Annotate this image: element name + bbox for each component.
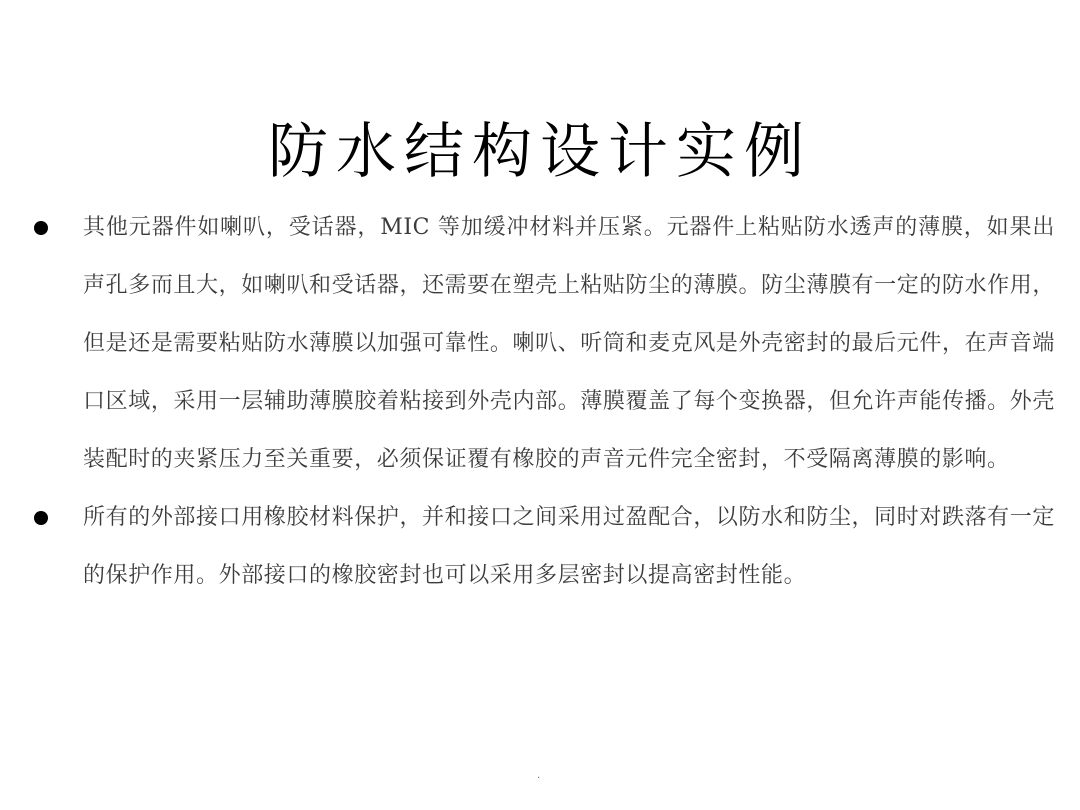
bullet-item <box>30 489 1055 605</box>
bullet-text: 其他元器件如喇叭，受话器，MIC 等加缓冲材料并压紧。元器件上粘贴防水透声的薄膜，如果出声孔多而且大，如喇叭和受话器，还需要在塑壳上粘贴防尘的薄膜。防尘薄膜有一定的防水作用，但是还是需要粘贴防水薄膜以加强可靠性。喇叭、听筒和麦克风是外壳密封的最后元件，在声音端口区域，采用一层辅助薄膜胶着粘接到外壳内部。薄膜覆盖了每个变换器，但允许声能传播。外壳装配时的夹紧压力至关重要，必须保证覆有橡胶的声音元件完全密封，不受隔离薄膜的影响。 <box>83 215 1055 472</box>
bullet-text: 所有的外部接口用橡胶材料保护，并和接口之间采用过盈配合，以防水和防尘，同时对跌落有一定的保护作用。外部接口的橡胶密封也可以采用多层密封以提高密封性能。 <box>83 505 1055 588</box>
bullet-dot-icon <box>34 511 48 525</box>
bullet-list <box>30 199 1055 605</box>
slide-title: 防水结构设计实例 <box>268 117 812 188</box>
bullet-item <box>30 199 1055 489</box>
bullet-dot-icon <box>34 221 48 235</box>
footer-mark: . <box>537 770 541 781</box>
